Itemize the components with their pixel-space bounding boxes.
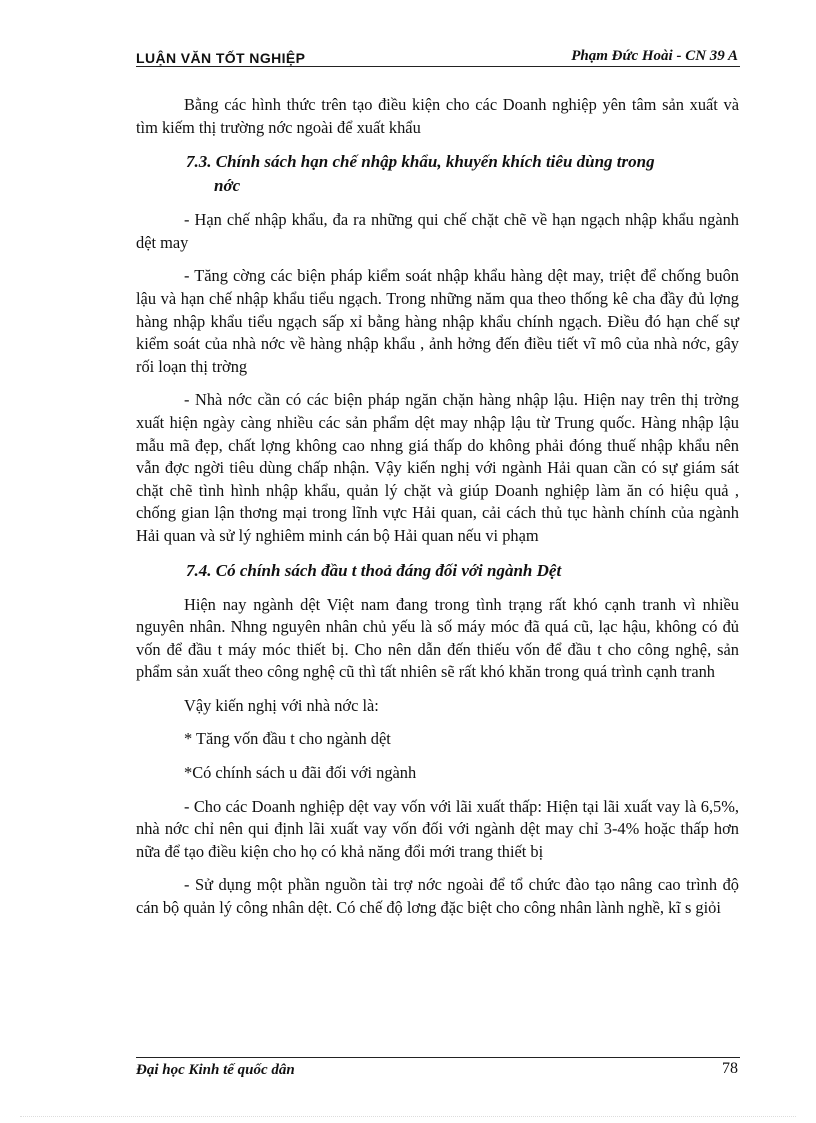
header-title: LUẬN VĂN TỐT NGHIỆP (136, 50, 306, 66)
paragraph-2: - Hạn chế nhập khẩu, đa ra những qui chế chặt chẽ về hạn ngạch nhập khẩu ngành dệt may (136, 210, 739, 252)
header-author: Phạm Đức Hoài - CN 39 A (571, 48, 738, 64)
bullet-2: *Có chính sách u đãi đối với ngành (184, 763, 417, 783)
page-number: 78 (722, 1060, 738, 1077)
bullet-1: * Tăng vốn đầu t cho ngành dệt (184, 729, 391, 749)
header-rule (136, 66, 740, 67)
paragraph-3: - Tăng cờng các biện pháp kiểm soát nhập khẩu hàng dệt may, triệt để chống buôn lậu và hạn chế nhập khẩu tiểu ngạch. Trong những năm qua theo thống kê cha đầy đủ lợng hàng nhập khẩu tiểu ngạch sấp xỉ bằng hàng nhập khẩu chính ngạch. Điều đó hạn chế sự kiểm soát của nhà nớc về hàng nhập khẩu , ảnh hởng đến điều tiết vĩ mô của nhà nớc, gây rối loạn thị trờng (136, 266, 739, 376)
paragraph-10: - Sử dụng một phần nguồn tài trợ nớc ngoài để tổ chức đào tạo nâng cao trình độ cán bộ quản lý công nhân dệt. Có chế độ lơng đặc biệt cho công nhân lành nghề, kĩ s giỏi (136, 875, 739, 918)
bottom-dotted-border (20, 1116, 796, 1117)
footer-rule (136, 1057, 740, 1058)
page-body (136, 94, 739, 920)
section-heading-7-4: 7.4. Có chính sách đầu t thoả đáng đối với ngành Dệt (186, 560, 562, 580)
footer-university: Đại học Kinh tế quốc dân (136, 1062, 295, 1078)
paragraph-5: Hiện nay ngành dệt Việt nam đang trong tình trạng rất khó cạnh tranh vì nhiều nguyên nhân. Nhng nguyên nhân chủ yếu là số máy móc đã quá cũ, lạc hậu, không có đủ vốn để đầu t máy móc thiết bị. Cho nên dẫn đến thiếu vốn để đầu t cho công nghệ, sản phẩm sản xuất theo công nghệ cũ thì tất nhiên sẽ rất khó khăn trong quá trình cạnh tranh (136, 594, 739, 682)
section-heading-7-3 (136, 150, 739, 198)
paragraph-1: Bằng các hình thức trên tạo điều kiện cho các Doanh nghiệp yên tâm sản xuất và tìm kiếm thị trường nớc ngoài để xuất khẩu (136, 95, 739, 137)
paragraph-9: - Cho các Doanh nghiệp dệt vay vốn với lãi xuất thấp: Hiện tại lãi xuất vay là 6,5%, nhà nớc chỉ nên qui định lãi xuất vay vốn đối với ngành dệt may chỉ 3-4% hoặc thấp hơn nữa để tạo điều kiện cho họ có khả năng đổi mới trang thiết bị (136, 796, 739, 861)
section-heading-7-3-line1: 7.3. Chính sách hạn chế nhập khẩu, khuyến khích tiêu dùng trong (186, 152, 655, 172)
paragraph-6: Vậy kiến nghị với nhà nớc là: (184, 695, 379, 715)
section-heading-7-3-line2: nớc (214, 176, 241, 196)
paragraph-4: - Nhà nớc cần có các biện pháp ngăn chặn hàng nhập lậu. Hiện nay trên thị trờng xuất hiện ngày càng nhiều các sản phẩm dệt may nhập lậu từ Trung quốc. Hàng nhập lậu mẫu mã đẹp, chất lợng không cao nhng giá thấp do không phải đóng thuế nhập khẩu nên vẫn đợc ngời tiêu dùng chấp nhận. Vậy kiến nghị với ngành Hải quan cần có sự giám sát chặt chẽ tình hình nhập khẩu, quản lý chặt và giúp Doanh nghiệp làm ăn có hiệu quả , chống gian lận thơng mại trong lĩnh vực Hải quan, cải cách thủ tục hành chính của ngành Hải quan và sử lý nghiêm minh cán bộ Hải quan nếu vi phạm (136, 390, 739, 545)
